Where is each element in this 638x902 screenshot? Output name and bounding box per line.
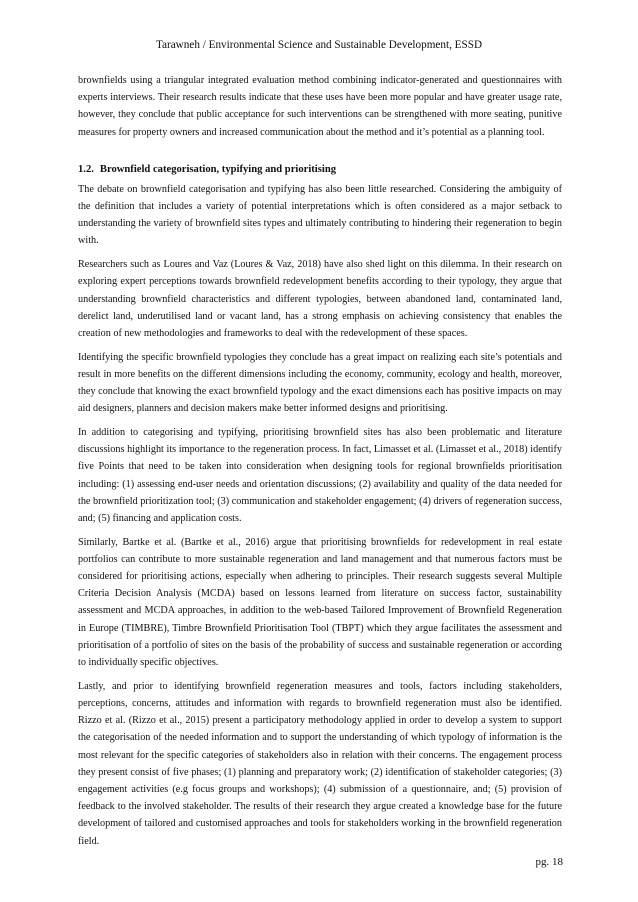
section-title: Brownfield categorisation, typifying and prioritising [99, 163, 337, 175]
body-text [78, 72, 562, 856]
running-header: Tarawneh / Environmental Science and Sustainable Development, ESSD [155, 39, 483, 51]
paragraph: Lastly, and prior to identifying brownfield regeneration measures and tools, factors including stakeholders, perceptions, concerns, attitudes and information with regards to brownfield regeneration must also be identified. Rizzo et al. (Rizzo et al., 2015) present a participatory methodology applied in order to develop a system to support the categorisation of the needed information and to support the understanding of which typology of information is the most relevant for the specific categories of stakeholders also in relation with their concerns. The engagement process they present consist of five phases; (1) planning and preparatory work; (2) identification of stakeholder categories; (3) engagement activities (e.g focus groups and workshops); (4) submission of a questionnaire, and; (5) provision of feedback to the involved stakeholder. The results of their research they argue created a knowledge base for the future development of tailored and customised approaches and tools for stakeholders working in the brownfield regeneration field. [78, 680, 562, 847]
paragraph: Similarly, Bartke et al. (Bartke et al., 2016) argue that prioritising brownfields for redevelopment in real estate portfolios can contribute to more sustainable regeneration and land management and that numerous factors must be considered for prioritising actions, especially when adhering to principles. Their research suggests several Multiple Criteria Decision Analysis (MCDA) based on lessons learned from literature on success factor, sustainability assessment and MCDA approaches, in addition to the web-based Tailored Improvement of Brownfield Regeneration in Europe (TIMBRE), Timbre Brownfield Prioritisation Tool (TBPT) which they argue facilitates the assessment and prioritisation of a portfolio of sites on the basis of the probability of success and sustainable regeneration or according to individually specific objectives. [78, 536, 562, 669]
intro-paragraph: brownfields using a triangular integrated evaluation method combining indicator-generated and questionnaires with experts interviews. Their research results indicate that these uses have been more popular and have greater usage rate, however, they conclude that public acceptance for such interventions can be strengthened with more seating, punitive measures for property owners and increased communication about the method and it’s potential as a planning tool. [78, 75, 562, 138]
paragraph: Identifying the specific brownfield typologies they conclude has a great impact on realizing each site’s potentials and result in more benefits on the different dimensions including the economy, community, ecology and health, moreover, they conclude that knowing the exact brownfield typology and the exact dimensions each has positive impacts on may aid designers, planners and decision makers make better informed designs and prioritising. [78, 351, 562, 415]
paragraph: In addition to categorising and typifying, prioritising brownfield sites has also been problematic and literature discussions highlight its importance to the regeneration process. In fact, Limasset et al. (Limasset et al., 2018) identify five Points that need to be taken into consideration when designing tools for regional brownfields prioritisation including: (1) assessing end-user needs and orientation discussions; (2) availability and quality of the data needed for the brownfield prioritization tool; (3) communication and stakeholder engagement; (4) drivers of regeneration success, and; (5) financing and application costs. [78, 426, 562, 524]
page-number: pg. 18 [535, 856, 563, 868]
paragraph: The debate on brownfield categorisation and typifying has also been little researched. Considering the ambiguity of the definition that includes a variety of potential interpretations which is often considered as a major setback to understanding the variety of brownfield sites types and ultimately contributing to hindering their regeneration to begin with. [78, 183, 562, 247]
section-heading [78, 161, 562, 178]
section-number: 1.2. [78, 163, 94, 175]
paragraph: Researchers such as Loures and Vaz (Loures & Vaz, 2018) have also shed light on this dilemma. In their research on exploring expert perceptions towards brownfield redevelopment benefits according to their typology, they argue that understanding brownfield characteristics and different typologies, between abandoned land, contaminated land, derelict land, underutilised land or vacant land, has a strong emphasis on achieving consistency that enables the creation of new methodologies and frameworks to deal with the redevelopment of these spaces. [78, 259, 562, 339]
